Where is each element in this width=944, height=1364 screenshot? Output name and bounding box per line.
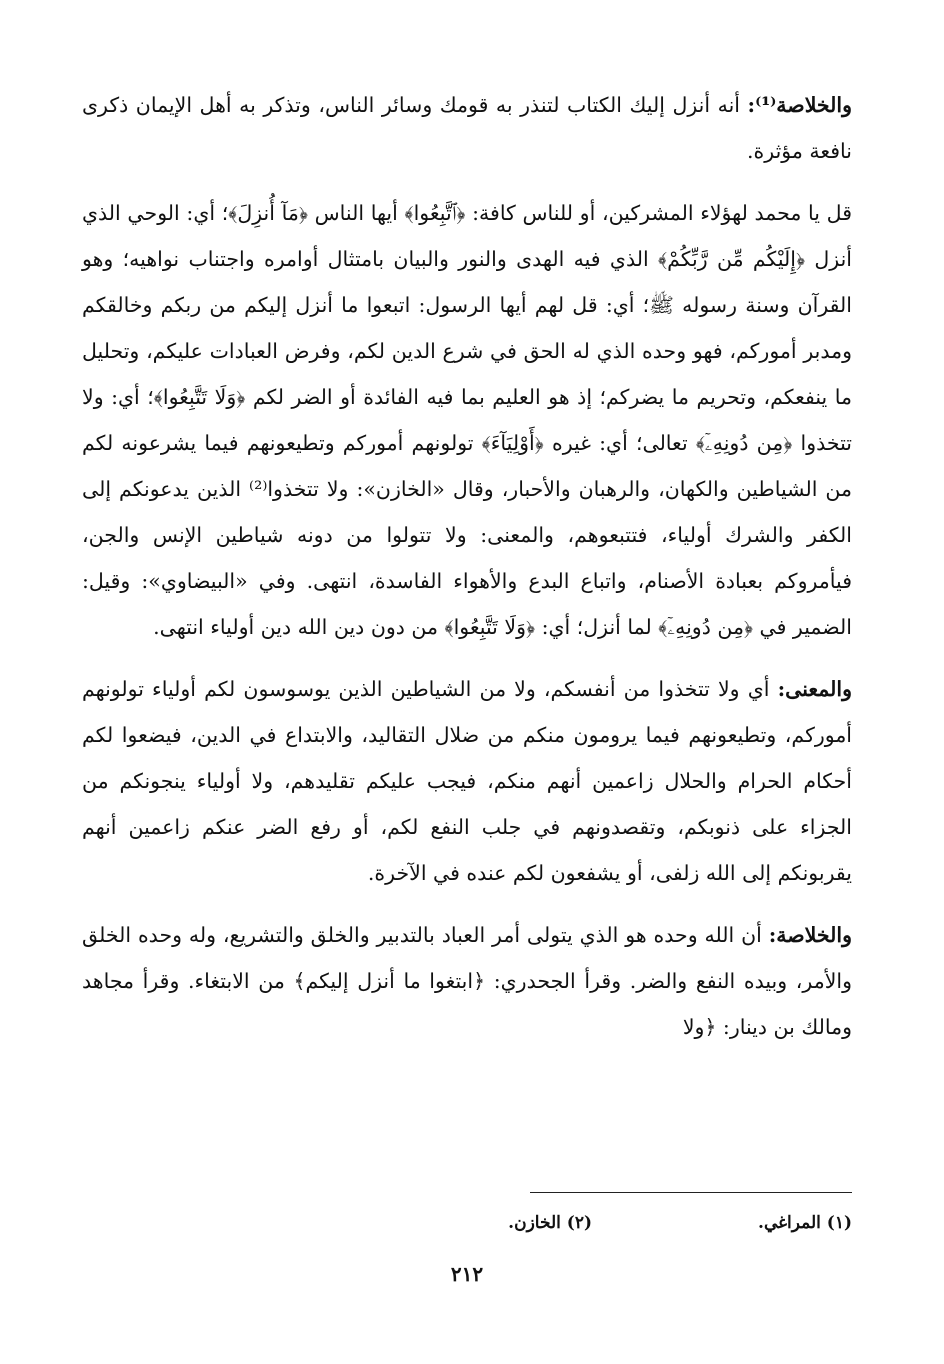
paragraph-4-lead: والخلاصة: (768, 923, 852, 947)
paragraph-3-text: أي ولا تتخذوا من أنفسكم، ولا من الشياطين الذين يوسوسون لكم أولياء تولونهم أموركم، وتطيعونهم فيما يرومون منكم من ضلال التقاليد، والابتداع في الدين، فيضعوا لكم أحكام الحرام والحلال زاعمين أنهم منكم، فيجب عليكم تقليدهم، ولا أولياء ينجونكم من الجزاء على ذنوبكم، وتقصدونهم في جلب النفع لكم، أو رفع الضر عنكم زاعمين أنهم يقربونكم إلى الله زلفى، أو يشفعون لكم عنده في الآخرة. (82, 677, 852, 885)
page-number: ٢١٢ (450, 1262, 484, 1286)
paragraph-3-lead: والمعنى: (777, 677, 852, 701)
footnote-divider (530, 1192, 852, 1193)
paragraph-1 (82, 82, 852, 174)
paragraph-4-text: أن الله وحده هو الذي يتولى أمر العباد بالتدبير والخلق والتشريع، وله وحده الخلق والأمر، وبيده النفع والضر. وقرأ الجحدري: ﴿ابتغوا ما أنزل إليكم﴾ من الابتغاء. وقرأ مجاهد ومالك بن دينار: ﴿ولا (82, 923, 852, 1039)
footnote-1: (١) المراغي. (758, 1213, 852, 1233)
page-body (82, 82, 852, 1286)
paragraph-1-lead: والخلاصة⁽¹⁾: (747, 93, 852, 117)
paragraph-2 (82, 190, 852, 650)
paragraph-3 (82, 666, 852, 896)
footnotes (82, 1208, 852, 1238)
footnote-2: (٢) الخازن. (508, 1213, 592, 1233)
paragraph-1-text: أنه أنزل إليك الكتاب لتنذر به قومك وسائر الناس، وتذكر به أهل الإيمان ذكرى نافعة مؤثرة. (82, 93, 852, 163)
paragraph-2-text: قل يا محمد لهؤلاء المشركين، أو للناس كافة: ﴿ٱتَّبِعُوا﴾ أيها الناس ﴿مَآ أُنزِلَ﴾؛ أي: الوحي الذي أنزل ﴿إِلَيْكُم مِّن رَّبِّكُمْ﴾ الذي فيه الهدى والنور والبيان بامتثال أوامره واجتناب نواهيه؛ وهو القرآن وسنة رسوله ﷺ؛ أي: قل لهم أيها الرسول: اتبعوا ما أنزل إليكم من ربكم وخالقكم ومدبر أموركم، فهو وحده الذي له الحق في شرع الدين لكم، وفرض العبادات عليكم، وتحليل ما ينفعكم، وتحريم ما يضركم؛ إذ هو العليم بما فيه الفائدة أو الضر لكم ﴿وَلَا تَتَّبِعُوا﴾؛ أي: ولا تتخذوا ﴿مِن دُونِهِۦٓ﴾ تعالى؛ أي: غيره ﴿أَوْلِيَآءَ﴾ تولونهم أموركم وتطيعونهم فيما يشرعونه لكم من الشياطين والكهان، والرهبان والأحبار، وقال «الخازن»: ولا تتخذوا⁽²⁾ الذين يدعونكم إلى الكفر والشرك أولياء، فتتبعوهم، والمعنى: ولا تتولوا من دونه شياطين الإنس والجن، فيأمروكم بعبادة الأصنام، واتباع البدع والأهواء الفاسدة، انتهى. وفي «البيضاوي»: وقيل: الضمير في ﴿مِن دُونِهِۦٓ﴾ لما أنزل؛ أي: ﴿وَلَا تَتَّبِعُوا﴾ من دون دين الله دين أولياء انتهى. (82, 201, 852, 639)
paragraph-4 (82, 912, 852, 1050)
